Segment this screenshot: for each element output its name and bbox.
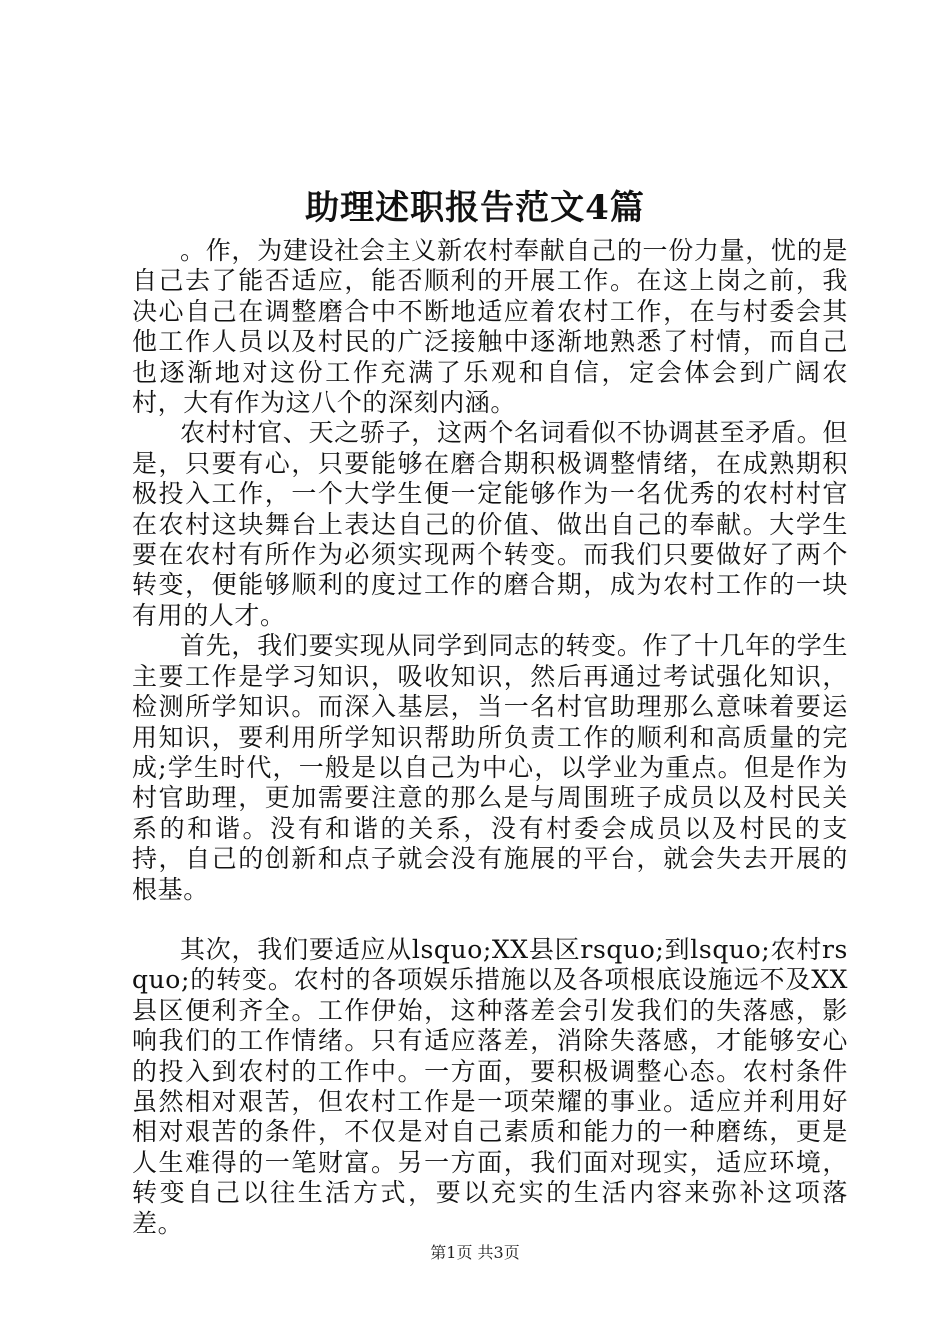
paragraph-3: 首先，我们要实现从同学到同志的转变。作了十几年的学生主要工作是学习知识，吸收知识，然后再通过考试强化知识，检测所学知识。而深入基层，当一名村官助理那么意味着要运用知识，要利用所学知识帮助所负责工作的顺利和高质量的完成;学生时代，一般是以自己为中心，以学业为重点。但是作为村官助理，更加需要注意的那么是与周围班子成员以及村民关系的和谐。没有和谐的关系，没有村委会成员以及村民的支持，自己的创新和点子就会没有施展的平台，就会失去开展的根基。 <box>132 631 848 904</box>
paragraph-2: 农村村官、天之骄子，这两个名词看似不协调甚至矛盾。但是，只要有心，只要能够在磨合期积极调整情绪，在成熟期积极投入工作，一个大学生便一定能够作为一名优秀的农村村官在农村这块舞台上表达自己的价值、做出自己的奉献。大学生要在农村有所作为必须实现两个转变。而我们只要做好了两个转变，便能够顺利的度过工作的磨合期，成为农村工作的一块有用的人才。 <box>132 418 848 630</box>
document-title: 助理述职报告范文4篇 <box>305 188 645 228</box>
page-number-footer: 第1页 共3页 <box>430 1243 520 1262</box>
paragraph-4: 其次，我们要适应从lsquo;XX县区rsquo;到lsquo;农村rsquo;的转变。农村的各项娱乐措施以及各项根底设施远不及XX县区便利齐全。工作伊始，这种落差会引发我们的失落感，影响我们的工作情绪。只有适应落差，消除失落感，才能够安心的投入到农村的工作中。一方面，要积极调整心态。农村条件虽然相对艰苦，但农村工作是一项荣耀的事业。适应并利用好相对艰苦的条件，不仅是对自己素质和能力的一种磨练，更是人生难得的一笔财富。另一方面，我们面对现实，适应环境，转变自己以往生活方式，要以充实的生活内容来弥补这项落差。 <box>132 934 848 1238</box>
paragraph-1: 。作，为建设社会主义新农村奉献自己的一份力量，忧的是自己去了能否适应，能否顺利的开展工作。在这上岗之前，我决心自己在调整磨合中不断地适应着农村工作，在与村委会其他工作人员以及村民的广泛接触中逐渐地熟悉了村情，而自己也逐渐地对这份工作充满了乐观和自信，定会体会到广阔农村，大有作为这八个的深刻内涵。 <box>132 236 848 418</box>
document-body <box>132 236 848 1239</box>
